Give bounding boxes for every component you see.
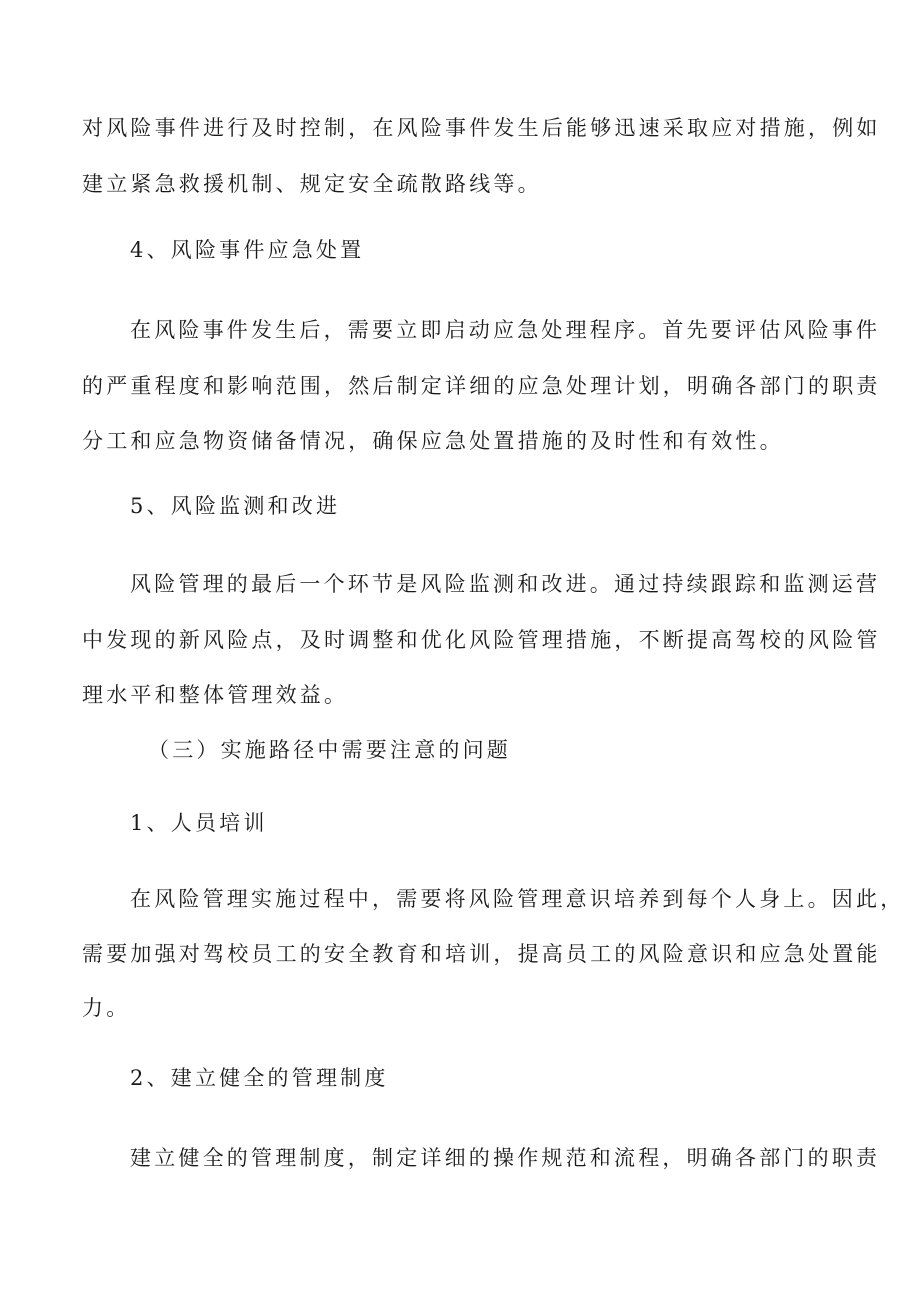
paragraph-line: 建立紧急救援机制、规定安全疏散路线等。 <box>82 172 542 196</box>
paragraph-line: 风险管理的最后一个环节是风险监测和改进。通过持续跟踪和监测运营 <box>130 572 881 596</box>
paragraph-line: 中发现的新风险点，及时调整和优化风险管理措施，不断提高驾校的风险管 <box>82 628 881 652</box>
section-heading-2: 2、建立健全的管理制度 <box>130 1066 389 1090</box>
paragraph-line: 需要加强对驾校员工的安全教育和培训，提高员工的风险意识和应急处置能 <box>82 942 881 966</box>
section-heading-5: 5、风险监测和改进 <box>130 494 341 518</box>
paragraph-line: 对风险事件进行及时控制，在风险事件发生后能够迅速采取应对措施，例如 <box>82 116 881 140</box>
paragraph-line: 理水平和整体管理效益。 <box>82 683 349 707</box>
subsection-heading: （三）实施路径中需要注意的问题 <box>148 738 511 762</box>
paragraph-line: 在风险管理实施过程中，需要将风险管理意识培养到每个人身上。因此， <box>130 887 905 911</box>
paragraph-line: 建立健全的管理制度，制定详细的操作规范和流程，明确各部门的职责 <box>130 1146 881 1170</box>
paragraph-line: 在风险事件发生后，需要立即启动应急处理程序。首先要评估风险事件 <box>130 318 881 342</box>
paragraph-line: 力。 <box>82 996 131 1020</box>
section-heading-4: 4、风险事件应急处置 <box>130 238 365 262</box>
paragraph-line: 的严重程度和影响范围，然后制定详细的应急处理计划，明确各部门的职责 <box>82 374 881 398</box>
section-heading-1: 1、人员培训 <box>130 811 268 835</box>
paragraph-line: 分工和应急物资储备情况，确保应急处置措施的及时性和有效性。 <box>82 429 784 453</box>
